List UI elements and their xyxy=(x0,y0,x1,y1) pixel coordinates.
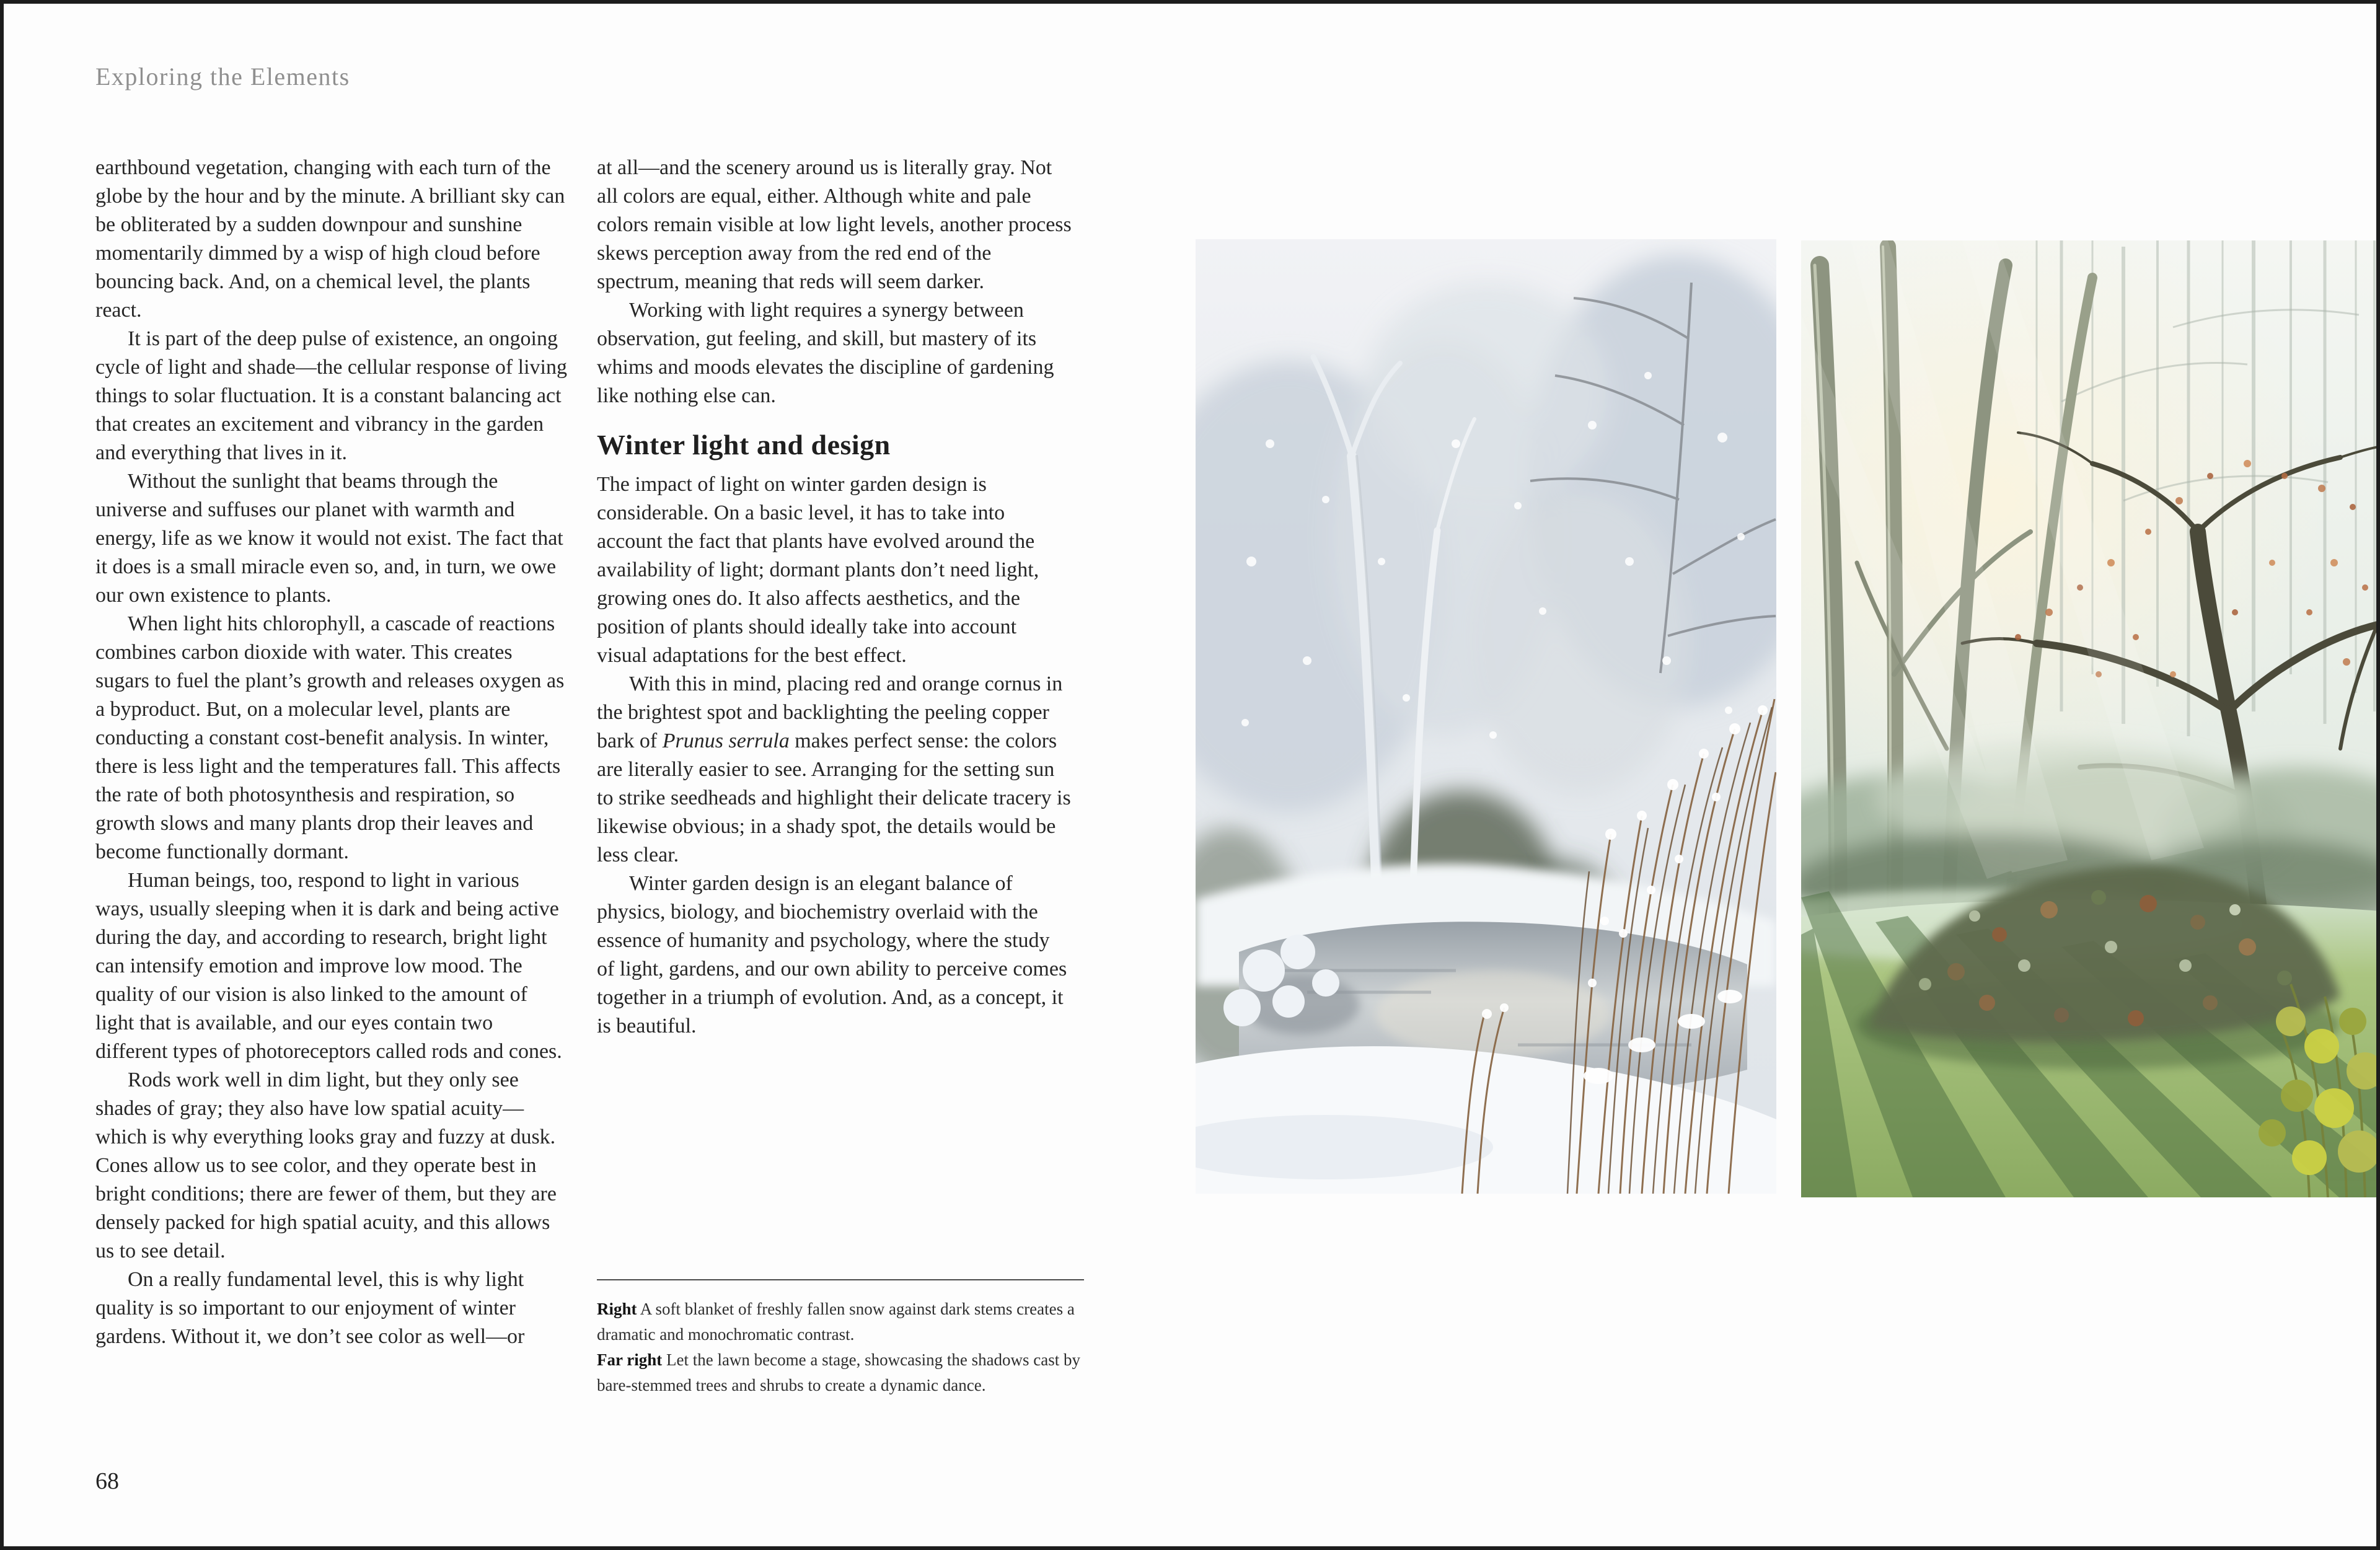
lawn-shadows-photo-art xyxy=(1801,240,2380,1197)
middle-column-paragraphs-bottom xyxy=(597,470,1072,1041)
middle-column-paragraphs-top xyxy=(597,154,1072,410)
text-column-left xyxy=(95,154,570,1351)
paragraph: On a really fundamental level, this is why light quality is so important to our enjoyment of winter gardens. Without it, we don’t see color as well—or xyxy=(95,1268,525,1348)
left-column-paragraphs xyxy=(95,154,570,1351)
snow-garden-photo xyxy=(1196,239,1776,1194)
paragraph: Human beings, too, respond to light in various ways, usually sleeping when it is dark and being active during the day, and according to research, bright light can intensify emotion and improve low mood. The quality of our vision is also linked to the amount of light that is available, and our eyes contain two different types of photoreceptors called rods and cones. xyxy=(95,869,562,1063)
paragraph: It is part of the deep pulse of existence, an ongoing cycle of light and shade—the cellular response of living things to solar fluctuation. It is a constant balancing act that creates an excitement and vibrancy in the garden and everything that lives in it. xyxy=(95,327,567,464)
section-heading: Winter light and design xyxy=(597,429,891,460)
paragraph: The impact of light on winter garden design is considerable. On a basic level, it has to take into account the fact that plants have evolved around the availability of light; dormant plants don’t need light, growing ones do. It also affects aesthetics, and the position of plants should ideally take into account visual adaptations for the best effect. xyxy=(597,472,1039,667)
paragraph: earthbound vegetation, changing with each turn of the globe by the hour and by the minute. A brilliant sky can be obliterated by a sudden downpour and sunshine momentarily dimmed by a wisp of high cloud before bouncing back. And, on a chemical level, the plants react. xyxy=(95,156,565,322)
lawn-shadows-photo xyxy=(1801,240,2380,1197)
photo-caption-block xyxy=(597,1279,1084,1398)
snow-garden-photo-art xyxy=(1196,239,1776,1194)
paragraph: Rods work well in dim light, but they only see shades of gray; they also have low spatial acuity—which is why everything looks gray and fuzzy at dusk. Cones allow us to see color, and they operate best in bright conditions; there are fewer of them, but they are densely packed for high spatial acuity, and this allows us to see detail. xyxy=(95,1068,557,1262)
paragraph: When light hits chlorophyll, a cascade of reactions combines carbon dioxide with water. This creates sugars to fuel the plant’s growth and releases oxygen as a byproduct. But, on a molecular level, plants are conducting a constant cost-benefit analysis. In winter, there is less light and the temperatures fall. This affects the rate of both photosynthesis and respiration, so growth slows and many plants drop their leaves and become functionally dormant. xyxy=(95,612,565,863)
paragraph: Working with light requires a synergy between observation, gut feeling, and skill, but mastery of its whims and moods elevates the discipline of gardening like nothing else can. xyxy=(597,299,1054,407)
page-number: 68 xyxy=(95,1468,119,1494)
text-column-middle xyxy=(597,154,1072,1041)
paragraph: With this in mind, placing red and orange cornus in the brightest spot and backlighting the peeling copper bark of Prunus serrula makes perfect sense: the colors are literally easier to see. Arranging for the setting sun to strike seedheads and highlight their delicate tracery is likewise obvious; in a shady spot, the details would be less clear. xyxy=(597,672,1071,866)
paragraph: at all—and the scenery around us is literally gray. Not all colors are equal, either. Although white and pale colors remain visible at low light levels, another process skews perception away from the red end of the spectrum, meaning that reds will seem darker. xyxy=(597,156,1072,293)
paragraph: Without the sunlight that beams through the universe and suffuses our planet with warmth and energy, life as we know it would not exist. The fact that it does is a small miracle even so, and, in turn, we owe our own existence to plants. xyxy=(95,470,563,607)
caption-entry: Far right Let the lawn become a stage, showcasing the shadows cast by bare-stemmed trees and shrubs to create a dynamic dance. xyxy=(597,1350,1081,1394)
caption-entry: Right A soft blanket of freshly fallen snow against dark stems creates a dramatic and monochromatic contrast. xyxy=(597,1300,1075,1344)
paragraph: Winter garden design is an elegant balance of physics, biology, and biochemistry overlaid with the essence of humanity and psychology, where the study of light, gardens, and our own ability to perceive comes together in a triumph of evolution. And, as a concept, it is beautiful. xyxy=(597,871,1067,1037)
caption-entries xyxy=(597,1297,1084,1398)
running-header: Exploring the Elements xyxy=(95,63,350,90)
